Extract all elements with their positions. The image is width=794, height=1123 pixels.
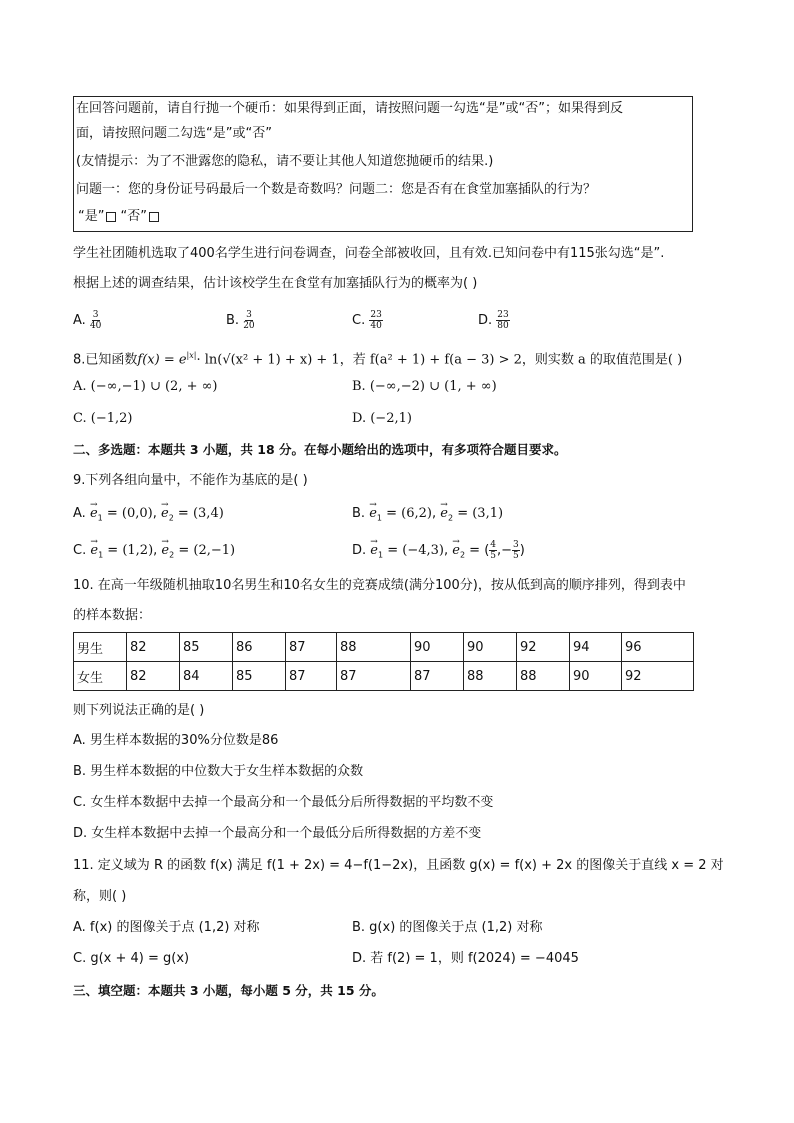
q10-option-b: B. 男生样本数据的中位数大于女生样本数据的众数 xyxy=(73,764,364,779)
table-cell: 88 xyxy=(517,662,570,691)
table-cell: 85 xyxy=(180,633,233,662)
q8-option-d: D. (−2,1) xyxy=(352,411,412,426)
q7-option-d: D. $\frac{23}{80}$ xyxy=(478,310,509,331)
q11-option-c: C. g(x + 4) = g(x) xyxy=(73,951,190,966)
q9-option-c: C. → $e_1 = (1,2)$, → $e_2 = (2,-1)$ xyxy=(73,542,235,565)
q9-option-b: B. → $e_1 = (6,2)$, → $e_2 = (3,1)$ xyxy=(352,505,503,528)
q7-option-b: B. $\frac{3}{20}$ xyxy=(226,310,255,331)
table-cell: 87 xyxy=(411,662,464,691)
q8-option-c: C. (−1,2) xyxy=(73,411,133,426)
q8-option-a: A. (−∞,−1) ∪ (2, + ∞) xyxy=(73,379,218,394)
no-label: “否” xyxy=(120,209,147,224)
box-line-4: 问题一：您的身份证号码最后一个数是奇数吗？问题二：您是否有在食堂加塞插队的行为？ xyxy=(76,182,597,197)
q10-option-c: C. 女生样本数据中去掉一个最高分和一个最低分后所得数据的平均数不变 xyxy=(73,795,494,810)
table-cell: 96 xyxy=(622,633,694,662)
q7-option-a: A. $\frac{3}{40}$ xyxy=(73,310,102,331)
q9-option-d: D. → $e_1 = (-4,3)$, → $e_2$ = ( $\frac{4}{5}$ ,− $\frac{3}{5}$ ) xyxy=(352,540,525,565)
table-cell: 92 xyxy=(517,633,570,662)
q7-option-c: C. $\frac{23}{40}$ xyxy=(352,310,382,331)
q8-option-b: B. (−∞,−2) ∪ (1, + ∞) xyxy=(352,379,497,394)
scores-table xyxy=(73,632,694,691)
section-2-heading: 二、多选题：本题共 3 小题，共 18 分。在每小题给出的选项中，有多项符合题目要求。 xyxy=(73,442,567,457)
q11-line-1: 11. 定义域为 R 的函数 f(x) 满足 f(1 + 2x) = 4−f(1−2x)，且函数 g(x) = f(x) + 2x 的图像关于直线 x = 2 对 xyxy=(73,858,724,873)
q11-option-d: D. 若 f(2) = 1，则 f(2024) = −4045 xyxy=(352,951,579,966)
table-cell: 85 xyxy=(233,662,286,691)
q10-line-2: 的样本数据： xyxy=(73,608,152,623)
section-3-heading: 三、填空题：本题共 3 小题，每小题 5 分，共 15 分。 xyxy=(73,983,384,998)
table-cell: 90 xyxy=(570,662,622,691)
row-label: 男生 xyxy=(74,633,127,662)
box-line-1: 在回答问题前，请自行抛一个硬币：如果得到正面，请按照问题一勾选“是”或“否”；如果得到反 xyxy=(76,101,623,116)
box-line-2: 面，请按照问题二勾选“是”或“否” xyxy=(76,126,272,141)
table-cell: 90 xyxy=(411,633,464,662)
q8-stem: 8.已知函数$f(x) = e^{|x|}\cdot \ln(√(x^2 + 1) + x) + 1$，若 f(a² + 1) + f(a − 3) > 2，则实数 a 的取值范围是( ) xyxy=(73,351,683,368)
table-cell: 94 xyxy=(570,633,622,662)
table-cell: 82 xyxy=(127,633,180,662)
box-answer-row xyxy=(78,208,163,226)
table-cell: 87 xyxy=(286,662,337,691)
q10-after: 则下列说法正确的是( ) xyxy=(73,703,205,718)
q9-option-a: A. → $e_1 = (0,0)$, → $e_2 = (3,4)$ xyxy=(73,505,224,528)
table-cell: 92 xyxy=(622,662,694,691)
table-row xyxy=(74,633,694,662)
table-cell: 88 xyxy=(464,662,517,691)
q7-line-1: 学生社团随机选取了400名学生进行问卷调查，问卷全部被收回，且有效.已知问卷中有115张勾选“是”. xyxy=(73,246,665,261)
q11-option-a: A. f(x) 的图像关于点 (1,2) 对称 xyxy=(73,920,260,935)
q7-line-2: 根据上述的调查结果，估计该校学生在食堂有加塞插队行为的概率为( ) xyxy=(73,276,478,291)
table-cell: 82 xyxy=(127,662,180,691)
q11-line-2: 称，则( ) xyxy=(73,889,127,904)
table-cell: 86 xyxy=(233,633,286,662)
table-cell: 84 xyxy=(180,662,233,691)
q10-option-d: D. 女生样本数据中去掉一个最高分和一个最低分后所得数据的方差不变 xyxy=(73,826,482,841)
yes-label: “是” xyxy=(78,209,105,224)
box-line-3: (友情提示：为了不泄露您的隐私，请不要让其他人知道您抛硬币的结果.) xyxy=(76,154,494,169)
table-cell: 88 xyxy=(337,633,411,662)
no-checkbox[interactable] xyxy=(149,212,159,222)
q10-option-a: A. 男生样本数据的30%分位数是86 xyxy=(73,733,279,748)
table-row xyxy=(74,662,694,691)
table-cell: 87 xyxy=(286,633,337,662)
q9-stem: 9.下列各组向量中，不能作为基底的是( ) xyxy=(73,473,308,488)
yes-checkbox[interactable] xyxy=(106,212,116,222)
row-label: 女生 xyxy=(74,662,127,691)
table-cell: 90 xyxy=(464,633,517,662)
table-cell: 87 xyxy=(337,662,411,691)
q11-option-b: B. g(x) 的图像关于点 (1,2) 对称 xyxy=(352,920,543,935)
q10-line-1: 10. 在高一年级随机抽取10名男生和10名女生的竞赛成绩(满分100分)，按从低到高的顺序排列，得到表中 xyxy=(73,578,686,593)
